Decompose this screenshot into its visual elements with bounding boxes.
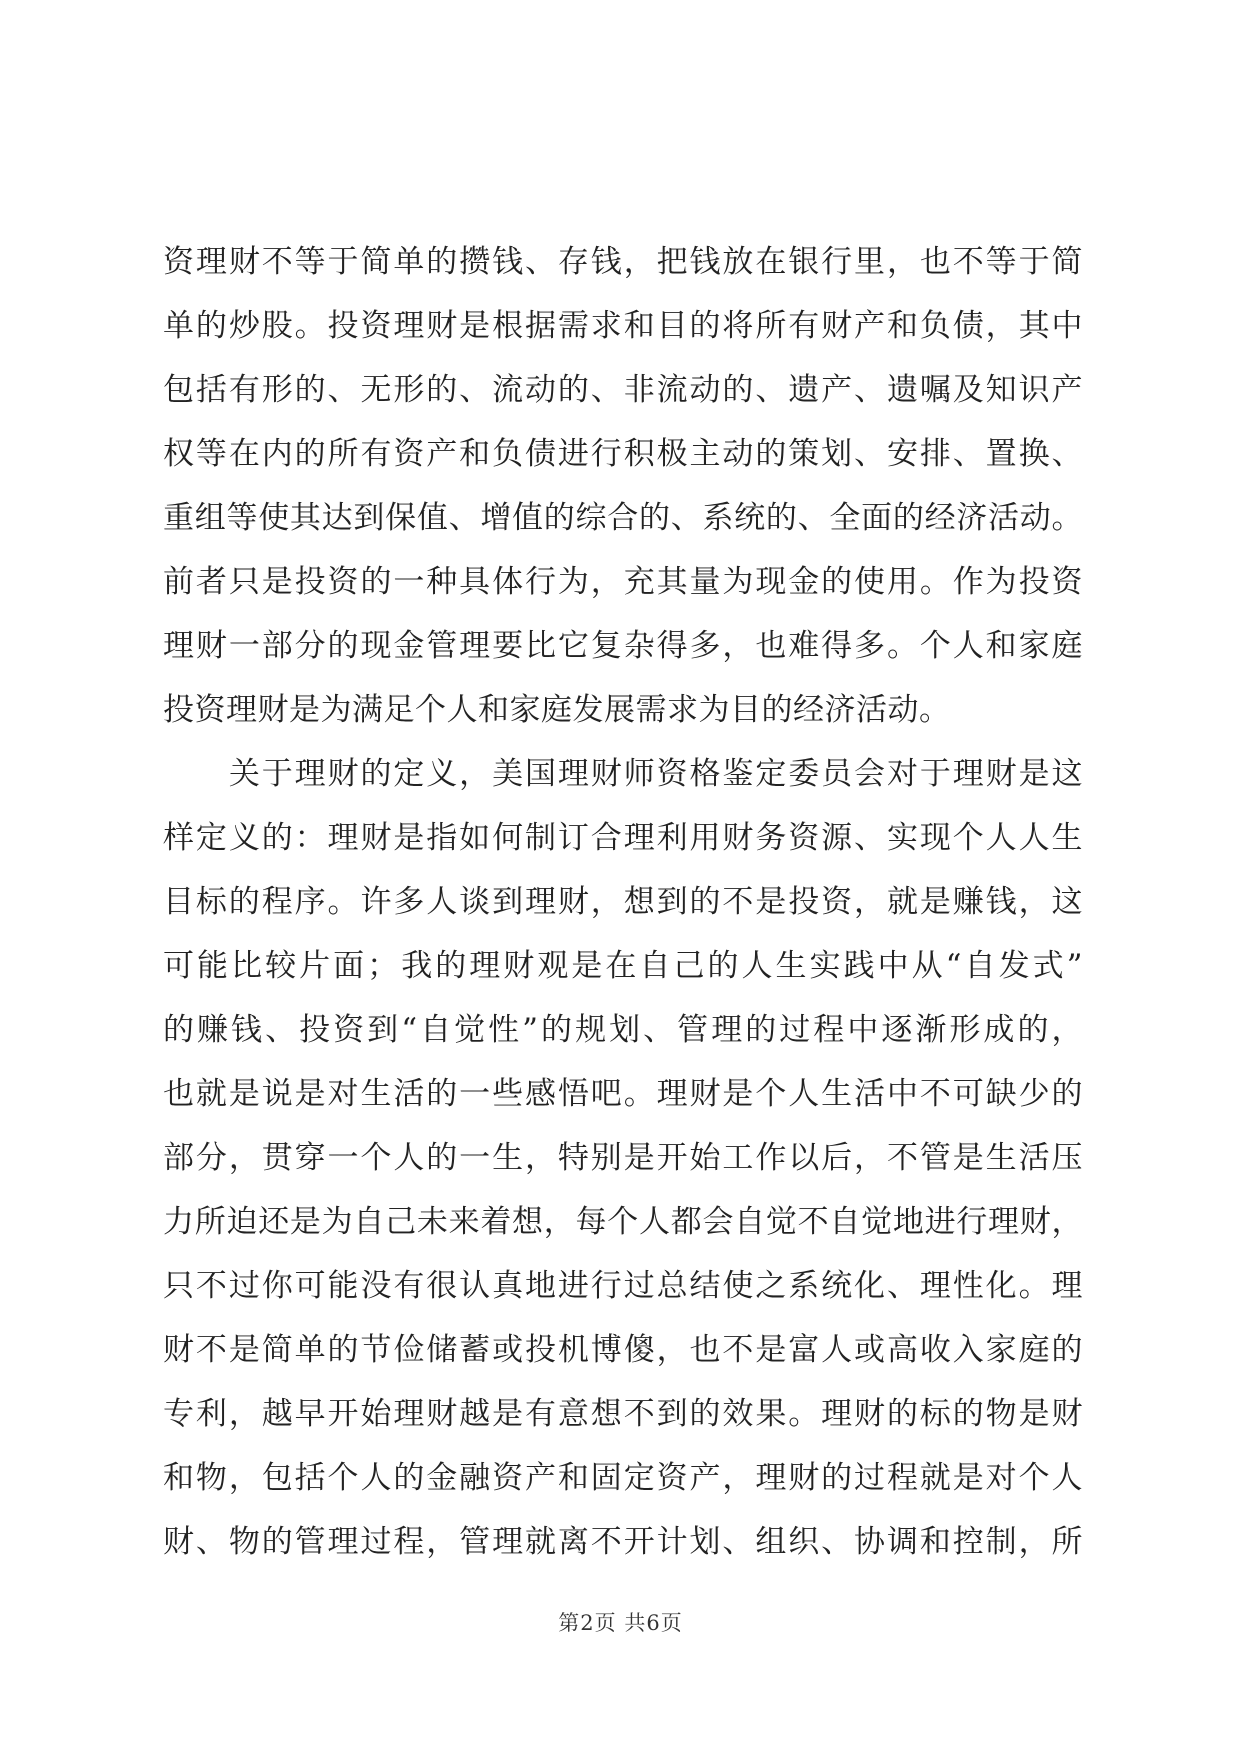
text-line: 可能比较片面；我的理财观是在自己的人生实践中从“自发式”	[163, 948, 1083, 984]
text-line: 力所迫还是为自己未来着想，每个人都会自觉不自觉地进行理财，	[163, 1204, 1083, 1240]
text-line: 包括有形的、无形的、流动的、非流动的、遗产、遗嘱及知识产	[163, 372, 1083, 408]
text-line: 理财一部分的现金管理要比它复杂得多，也难得多。个人和家庭	[163, 628, 1083, 664]
text-line-paragraph-start: 关于理财的定义，美国理财师资格鉴定委员会对于理财是这	[163, 756, 1083, 792]
text-line: 样定义的：理财是指如何制订合理利用财务资源、实现个人人生	[163, 820, 1083, 856]
text-line: 只不过你可能没有很认真地进行过总结使之系统化、理性化。理	[163, 1268, 1083, 1304]
page-number-footer: 第2页 共6页	[558, 1611, 683, 1635]
text-line: 专利，越早开始理财越是有意想不到的效果。理财的标的物是财	[163, 1396, 1083, 1432]
text-line: 财不是简单的节俭储蓄或投机博傻，也不是富人或高收入家庭的	[163, 1332, 1083, 1368]
text-line-paragraph-end: 投资理财是为满足个人和家庭发展需求为目的经济活动。	[163, 692, 951, 728]
text-line: 也就是说是对生活的一些感悟吧。理财是个人生活中不可缺少的	[163, 1076, 1083, 1112]
text-line: 前者只是投资的一种具体行为，充其量为现金的使用。作为投资	[163, 564, 1083, 600]
text-line: 财、物的管理过程，管理就离不开计划、组织、协调和控制，所	[163, 1524, 1083, 1560]
text-line: 和物，包括个人的金融资产和固定资产，理财的过程就是对个人	[163, 1460, 1083, 1496]
text-line: 部分，贯穿一个人的一生，特别是开始工作以后，不管是生活压	[163, 1140, 1083, 1176]
text-line: 重组等使其达到保值、增值的综合的、系统的、全面的经济活动。	[163, 500, 1083, 536]
text-line: 单的炒股。投资理财是根据需求和目的将所有财产和负债，其中	[163, 308, 1083, 344]
text-line: 资理财不等于简单的攒钱、存钱，把钱放在银行里，也不等于简	[163, 244, 1083, 280]
text-line: 目标的程序。许多人谈到理财，想到的不是投资，就是赚钱，这	[163, 884, 1083, 920]
body-text	[163, 230, 1083, 1574]
text-line: 的赚钱、投资到“自觉性”的规划、管理的过程中逐渐形成的，	[163, 1012, 1083, 1048]
text-line: 权等在内的所有资产和负债进行积极主动的策划、安排、置换、	[163, 436, 1083, 472]
